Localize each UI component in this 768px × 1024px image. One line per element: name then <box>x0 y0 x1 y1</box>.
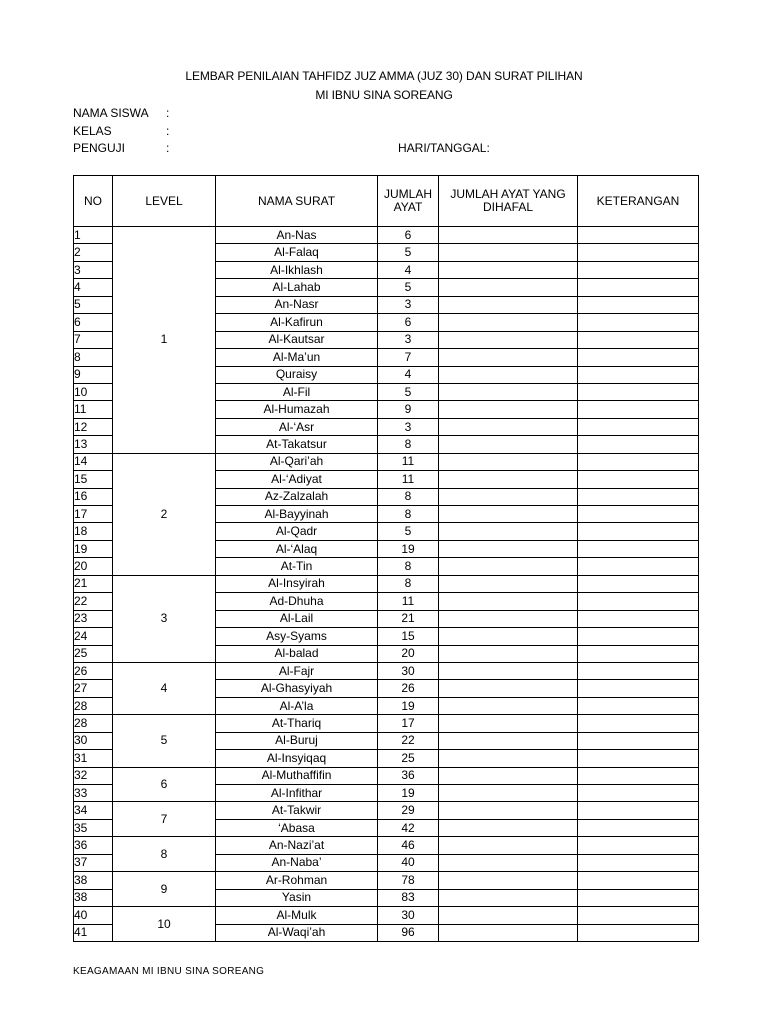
cell-jumlah-ayat: 26 <box>378 680 439 697</box>
cell-jumlah-dihafal-input[interactable] <box>439 436 578 453</box>
cell-jumlah-dihafal-input[interactable] <box>439 453 578 470</box>
cell-jumlah-ayat: 36 <box>378 767 439 784</box>
cell-keterangan-input[interactable] <box>578 314 699 331</box>
cell-nama-surat: Al-Falaq <box>216 244 378 261</box>
cell-nama-surat: Asy-Syams <box>216 628 378 645</box>
cell-no: 31 <box>74 750 113 767</box>
footer-text: KEAGAMAAN MI IBNU SINA SOREANG <box>73 966 265 977</box>
colon: : <box>166 141 170 155</box>
cell-jumlah-ayat: 29 <box>378 802 439 819</box>
cell-nama-surat: Al-Muthaffifin <box>216 767 378 784</box>
cell-jumlah-ayat: 3 <box>378 331 439 348</box>
cell-no: 24 <box>74 628 113 645</box>
school-name: MI IBNU SINA SOREANG <box>315 88 453 102</box>
cell-no: 14 <box>74 453 113 470</box>
cell-nama-surat: Al-Kafirun <box>216 314 378 331</box>
cell-nama-surat: Al-Qadr <box>216 523 378 540</box>
table-row <box>74 227 699 244</box>
col-header-keterangan: KETERANGAN <box>578 176 699 227</box>
cell-jumlah-ayat: 11 <box>378 471 439 488</box>
cell-jumlah-ayat: 46 <box>378 837 439 854</box>
cell-jumlah-ayat: 3 <box>378 418 439 435</box>
cell-jumlah-ayat: 19 <box>378 697 439 714</box>
table-row <box>74 662 699 679</box>
cell-jumlah-ayat: 20 <box>378 645 439 662</box>
cell-jumlah-dihafal-input[interactable] <box>439 854 578 871</box>
col-header-jumlah-dihafal: JUMLAH AYAT YANG DIHAFAL <box>439 176 578 227</box>
cell-keterangan-input[interactable] <box>578 697 699 714</box>
cell-no: 8 <box>74 349 113 366</box>
cell-jumlah-dihafal-input[interactable] <box>439 680 578 697</box>
cell-keterangan-input[interactable] <box>578 471 699 488</box>
colon: : <box>166 106 170 120</box>
cell-keterangan-input[interactable] <box>578 837 699 854</box>
cell-jumlah-ayat: 25 <box>378 750 439 767</box>
cell-no: 20 <box>74 558 113 575</box>
cell-jumlah-dihafal-input[interactable] <box>439 261 578 278</box>
table-row <box>74 837 699 854</box>
cell-jumlah-dihafal-input[interactable] <box>439 610 578 627</box>
cell-jumlah-ayat: 8 <box>378 558 439 575</box>
cell-keterangan-input[interactable] <box>578 854 699 871</box>
cell-no: 12 <box>74 418 113 435</box>
cell-no: 30 <box>74 732 113 749</box>
kelas-field <box>73 124 169 138</box>
cell-keterangan-input[interactable] <box>578 872 699 889</box>
cell-keterangan-input[interactable] <box>578 383 699 400</box>
cell-nama-surat: Al-‘Alaq <box>216 540 378 557</box>
cell-nama-surat: Al-Infithar <box>216 785 378 802</box>
cell-keterangan-input[interactable] <box>578 645 699 662</box>
cell-no: 18 <box>74 523 113 540</box>
table-row <box>74 575 699 592</box>
cell-jumlah-ayat: 22 <box>378 732 439 749</box>
cell-nama-surat: Al-Mulk <box>216 907 378 924</box>
cell-jumlah-dihafal-input[interactable] <box>439 314 578 331</box>
cell-jumlah-dihafal-input[interactable] <box>439 593 578 610</box>
cell-keterangan-input[interactable] <box>578 767 699 784</box>
cell-jumlah-ayat: 78 <box>378 872 439 889</box>
cell-no: 28 <box>74 697 113 714</box>
cell-nama-surat: Al-Fil <box>216 383 378 400</box>
cell-nama-surat: Al-Fajr <box>216 662 378 679</box>
cell-keterangan-input[interactable] <box>578 540 699 557</box>
cell-nama-surat: Al-Lail <box>216 610 378 627</box>
cell-no: 7 <box>74 331 113 348</box>
cell-keterangan-input[interactable] <box>578 819 699 836</box>
cell-jumlah-dihafal-input[interactable] <box>439 279 578 296</box>
cell-keterangan-input[interactable] <box>578 593 699 610</box>
cell-jumlah-dihafal-input[interactable] <box>439 401 578 418</box>
cell-no: 1 <box>74 227 113 244</box>
cell-level: 9 <box>113 872 216 907</box>
cell-nama-surat: Al-Ikhlash <box>216 261 378 278</box>
cell-nama-surat: Quraisy <box>216 366 378 383</box>
cell-jumlah-ayat: 21 <box>378 610 439 627</box>
hari-tanggal-label: HARI/TANGGAL: <box>398 141 490 155</box>
cell-nama-surat: Ad-Dhuha <box>216 593 378 610</box>
cell-no: 23 <box>74 610 113 627</box>
cell-jumlah-dihafal-input[interactable] <box>439 889 578 906</box>
cell-level: 2 <box>113 453 216 575</box>
cell-jumlah-dihafal-input[interactable] <box>439 715 578 732</box>
cell-jumlah-dihafal-input[interactable] <box>439 523 578 540</box>
cell-jumlah-dihafal-input[interactable] <box>439 645 578 662</box>
cell-jumlah-ayat: 5 <box>378 383 439 400</box>
cell-nama-surat: Al-A’la <box>216 697 378 714</box>
cell-jumlah-dihafal-input[interactable] <box>439 488 578 505</box>
cell-nama-surat: Al-Insyirah <box>216 575 378 592</box>
cell-nama-surat: Az-Zalzalah <box>216 488 378 505</box>
cell-nama-surat: An-Nazi’at <box>216 837 378 854</box>
cell-keterangan-input[interactable] <box>578 558 699 575</box>
col-header-no: NO <box>74 176 113 227</box>
cell-keterangan-input[interactable] <box>578 244 699 261</box>
cell-keterangan-input[interactable] <box>578 349 699 366</box>
cell-jumlah-ayat: 4 <box>378 261 439 278</box>
cell-nama-surat: Al-Insyiqaq <box>216 750 378 767</box>
cell-nama-surat: ‘Abasa <box>216 819 378 836</box>
cell-level: 4 <box>113 662 216 714</box>
table-row <box>74 453 699 470</box>
col-header-nama-surat: NAMA SURAT <box>216 176 378 227</box>
cell-jumlah-ayat: 9 <box>378 401 439 418</box>
cell-keterangan-input[interactable] <box>578 610 699 627</box>
cell-level: 10 <box>113 907 216 942</box>
cell-nama-surat: Al-Humazah <box>216 401 378 418</box>
cell-jumlah-ayat: 30 <box>378 662 439 679</box>
cell-keterangan-input[interactable] <box>578 296 699 313</box>
cell-jumlah-ayat: 83 <box>378 889 439 906</box>
cell-jumlah-ayat: 30 <box>378 907 439 924</box>
cell-no: 38 <box>74 872 113 889</box>
cell-no: 5 <box>74 296 113 313</box>
cell-keterangan-input[interactable] <box>578 907 699 924</box>
cell-nama-surat: Al-Buruj <box>216 732 378 749</box>
cell-no: 34 <box>74 802 113 819</box>
cell-keterangan-input[interactable] <box>578 662 699 679</box>
cell-jumlah-ayat: 6 <box>378 314 439 331</box>
cell-jumlah-ayat: 11 <box>378 593 439 610</box>
cell-jumlah-dihafal-input[interactable] <box>439 662 578 679</box>
cell-jumlah-ayat: 5 <box>378 244 439 261</box>
cell-keterangan-input[interactable] <box>578 715 699 732</box>
cell-jumlah-ayat: 8 <box>378 436 439 453</box>
colon: : <box>166 124 170 138</box>
cell-keterangan-input[interactable] <box>578 436 699 453</box>
cell-nama-surat: At-Takwir <box>216 802 378 819</box>
cell-no: 26 <box>74 662 113 679</box>
cell-no: 16 <box>74 488 113 505</box>
cell-keterangan-input[interactable] <box>578 488 699 505</box>
cell-level: 8 <box>113 837 216 872</box>
cell-jumlah-dihafal-input[interactable] <box>439 819 578 836</box>
cell-no: 25 <box>74 645 113 662</box>
cell-jumlah-dihafal-input[interactable] <box>439 732 578 749</box>
nama-siswa-label: NAMA SISWA <box>73 106 149 120</box>
cell-jumlah-ayat: 6 <box>378 227 439 244</box>
table-row <box>74 767 699 784</box>
cell-level: 3 <box>113 575 216 662</box>
assessment-table <box>73 175 699 942</box>
table-row <box>74 715 699 732</box>
cell-level: 6 <box>113 767 216 802</box>
cell-keterangan-input[interactable] <box>578 750 699 767</box>
cell-nama-surat: At-Takatsur <box>216 436 378 453</box>
cell-jumlah-dihafal-input[interactable] <box>439 802 578 819</box>
cell-jumlah-ayat: 19 <box>378 540 439 557</box>
cell-keterangan-input[interactable] <box>578 889 699 906</box>
cell-jumlah-ayat: 5 <box>378 523 439 540</box>
cell-nama-surat: Al-Bayyinah <box>216 506 378 523</box>
cell-no: 37 <box>74 854 113 871</box>
table-body <box>74 227 699 942</box>
cell-level: 5 <box>113 715 216 767</box>
cell-no: 3 <box>74 261 113 278</box>
cell-keterangan-input[interactable] <box>578 401 699 418</box>
cell-keterangan-input[interactable] <box>578 506 699 523</box>
cell-jumlah-dihafal-input[interactable] <box>439 296 578 313</box>
cell-no: 35 <box>74 819 113 836</box>
cell-jumlah-ayat: 8 <box>378 506 439 523</box>
cell-keterangan-input[interactable] <box>578 785 699 802</box>
cell-jumlah-ayat: 19 <box>378 785 439 802</box>
cell-no: 9 <box>74 366 113 383</box>
cell-level: 7 <box>113 802 216 837</box>
cell-no: 11 <box>74 401 113 418</box>
cell-jumlah-ayat: 4 <box>378 366 439 383</box>
cell-jumlah-dihafal-input[interactable] <box>439 244 578 261</box>
cell-nama-surat: Al-Ghasyiyah <box>216 680 378 697</box>
cell-jumlah-ayat: 5 <box>378 279 439 296</box>
cell-jumlah-dihafal-input[interactable] <box>439 383 578 400</box>
nama-siswa-field <box>73 106 169 120</box>
cell-nama-surat: An-Nas <box>216 227 378 244</box>
kelas-label: KELAS <box>73 124 112 138</box>
cell-jumlah-dihafal-input[interactable] <box>439 697 578 714</box>
cell-keterangan-input[interactable] <box>578 227 699 244</box>
cell-nama-surat: An-Nasr <box>216 296 378 313</box>
cell-nama-surat: Al-Kautsar <box>216 331 378 348</box>
cell-jumlah-dihafal-input[interactable] <box>439 750 578 767</box>
cell-level: 1 <box>113 227 216 454</box>
cell-no: 10 <box>74 383 113 400</box>
cell-jumlah-ayat: 42 <box>378 819 439 836</box>
cell-nama-surat: Ar-Rohman <box>216 872 378 889</box>
cell-nama-surat: At-Tin <box>216 558 378 575</box>
cell-keterangan-input[interactable] <box>578 279 699 296</box>
cell-nama-surat: Al-Qari’ah <box>216 453 378 470</box>
cell-nama-surat: At-Thariq <box>216 715 378 732</box>
cell-keterangan-input[interactable] <box>578 575 699 592</box>
cell-jumlah-dihafal-input[interactable] <box>439 471 578 488</box>
cell-keterangan-input[interactable] <box>578 680 699 697</box>
cell-jumlah-dihafal-input[interactable] <box>439 227 578 244</box>
cell-jumlah-ayat: 96 <box>378 924 439 941</box>
cell-keterangan-input[interactable] <box>578 924 699 941</box>
cell-no: 13 <box>74 436 113 453</box>
cell-keterangan-input[interactable] <box>578 331 699 348</box>
cell-no: 22 <box>74 593 113 610</box>
cell-jumlah-dihafal-input[interactable] <box>439 366 578 383</box>
cell-jumlah-dihafal-input[interactable] <box>439 628 578 645</box>
penguji-field <box>73 141 169 155</box>
cell-nama-surat: Al-Ma’un <box>216 349 378 366</box>
cell-no: 2 <box>74 244 113 261</box>
cell-keterangan-input[interactable] <box>578 453 699 470</box>
cell-no: 15 <box>74 471 113 488</box>
cell-nama-surat: Al-Waqi’ah <box>216 924 378 941</box>
cell-no: 36 <box>74 837 113 854</box>
cell-no: 38 <box>74 889 113 906</box>
cell-nama-surat: Al-‘Adiyat <box>216 471 378 488</box>
table-row <box>74 802 699 819</box>
cell-jumlah-ayat: 15 <box>378 628 439 645</box>
cell-keterangan-input[interactable] <box>578 366 699 383</box>
penguji-label: PENGUJI <box>73 141 126 155</box>
cell-jumlah-ayat: 3 <box>378 296 439 313</box>
cell-jumlah-dihafal-input[interactable] <box>439 924 578 941</box>
cell-nama-surat: Al-balad <box>216 645 378 662</box>
cell-jumlah-dihafal-input[interactable] <box>439 540 578 557</box>
cell-nama-surat: An-Naba’ <box>216 854 378 871</box>
cell-jumlah-ayat: 40 <box>378 854 439 871</box>
cell-no: 40 <box>74 907 113 924</box>
cell-nama-surat: Al-Lahab <box>216 279 378 296</box>
cell-no: 32 <box>74 767 113 784</box>
cell-keterangan-input[interactable] <box>578 418 699 435</box>
page-title: LEMBAR PENILAIAN TAHFIDZ JUZ AMMA (JUZ 30) DAN SURAT PILIHAN <box>185 69 583 83</box>
table-row <box>74 872 699 889</box>
cell-keterangan-input[interactable] <box>578 732 699 749</box>
cell-no: 19 <box>74 540 113 557</box>
cell-keterangan-input[interactable] <box>578 523 699 540</box>
col-header-jumlah-ayat: JUMLAH AYAT <box>378 176 439 227</box>
cell-no: 28 <box>74 715 113 732</box>
cell-jumlah-dihafal-input[interactable] <box>439 575 578 592</box>
cell-keterangan-input[interactable] <box>578 802 699 819</box>
table-header-row <box>74 176 699 227</box>
cell-jumlah-dihafal-input[interactable] <box>439 837 578 854</box>
col-header-level: LEVEL <box>113 176 216 227</box>
cell-jumlah-dihafal-input[interactable] <box>439 418 578 435</box>
cell-no: 33 <box>74 785 113 802</box>
cell-jumlah-dihafal-input[interactable] <box>439 558 578 575</box>
cell-jumlah-dihafal-input[interactable] <box>439 331 578 348</box>
cell-jumlah-ayat: 17 <box>378 715 439 732</box>
cell-jumlah-dihafal-input[interactable] <box>439 767 578 784</box>
table-row <box>74 907 699 924</box>
cell-nama-surat: Al-‘Asr <box>216 418 378 435</box>
cell-nama-surat: Yasin <box>216 889 378 906</box>
cell-jumlah-dihafal-input[interactable] <box>439 907 578 924</box>
cell-jumlah-dihafal-input[interactable] <box>439 349 578 366</box>
cell-no: 17 <box>74 506 113 523</box>
cell-jumlah-dihafal-input[interactable] <box>439 506 578 523</box>
cell-jumlah-dihafal-input[interactable] <box>439 872 578 889</box>
cell-jumlah-ayat: 7 <box>378 349 439 366</box>
cell-keterangan-input[interactable] <box>578 261 699 278</box>
cell-jumlah-ayat: 11 <box>378 453 439 470</box>
cell-no: 27 <box>74 680 113 697</box>
cell-no: 21 <box>74 575 113 592</box>
cell-jumlah-dihafal-input[interactable] <box>439 785 578 802</box>
cell-no: 6 <box>74 314 113 331</box>
cell-jumlah-ayat: 8 <box>378 488 439 505</box>
cell-keterangan-input[interactable] <box>578 628 699 645</box>
cell-no: 41 <box>74 924 113 941</box>
cell-jumlah-ayat: 8 <box>378 575 439 592</box>
cell-no: 4 <box>74 279 113 296</box>
